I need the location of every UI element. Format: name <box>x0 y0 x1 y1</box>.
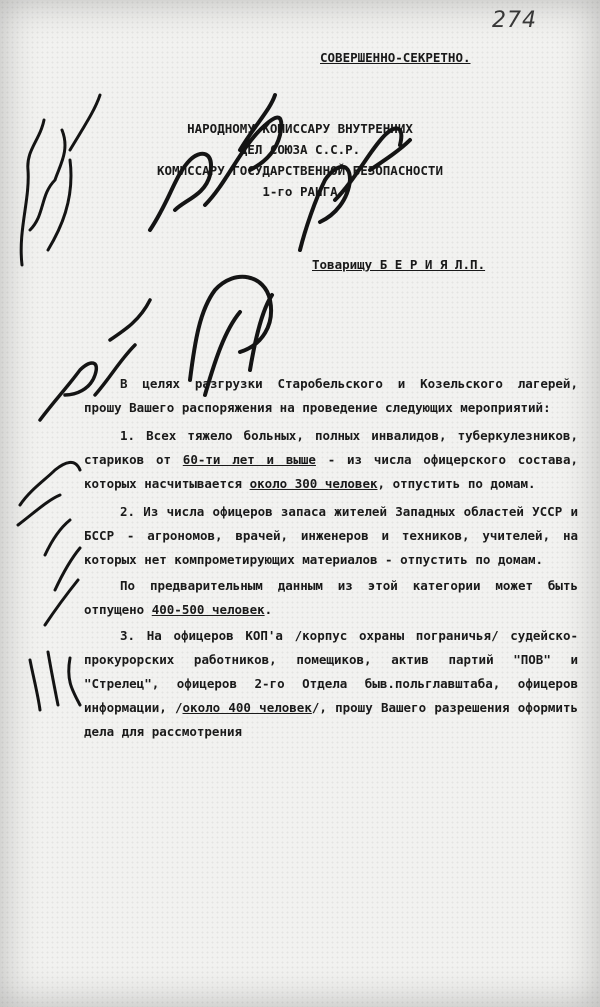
count-item-3: около 400 человек <box>182 700 312 715</box>
addressee-line: КОМИССАРУ ГОСУДАРСТВЕННОЙ БЕЗОПАСНОСТИ <box>157 163 443 178</box>
count-item-1: около 300 человек <box>249 476 378 491</box>
item-3-paragraph: 3. На офицеров КОП'а /корпус охраны пограничья/ судейско-прокурорских работников, помещиков, актив партий "ПОВ" и "Стрелец", офицеров 2-го Отдела быв.польглавштаба, офицеров информации, /около 400 человек/, прошу Вашего разрешения оформить дела для рассмотрения <box>84 628 578 739</box>
addressee-line: ДЕЛ СОЮЗА С.С.Р. <box>239 142 361 157</box>
item-2-paragraph: 2. Из числа офицеров запаса жителей Западных областей УССР и БССР - агрономов, врачей, инженеров и техников, учителей, на которых нет компрометирующих материалов - отпустить по домам. <box>84 504 578 567</box>
item-1-paragraph: 1. Всех тяжело больных, полных инвалидов, туберкулезников, стариков от 60-ти лет и выше - из числа офицерского состава, которых насчитывается около 300 человек, отпустить по домам. <box>84 428 578 491</box>
salutation: Товарищу Б Е Р И Я Л.П. <box>312 257 486 272</box>
page-number: 274 <box>492 8 537 33</box>
intro-paragraph: В целях разгрузки Старобельского и Козельского лагерей, прошу Вашего распоряжения на проведение следующих мероприятий: <box>84 376 578 415</box>
item-2-note-paragraph: По предварительным данным из этой категории может быть отпущено 400-500 человек. <box>84 578 578 617</box>
classification-stamp: СОВЕРШЕННО-СЕКРЕТНО. <box>320 50 471 65</box>
addressee-line: НАРОДНОМУ КОМИССАРУ ВНУТРЕННИХ <box>187 121 413 136</box>
handwritten-signature-left <box>21 95 100 265</box>
count-item-2: 400-500 человек <box>151 602 265 617</box>
handwritten-margin-note <box>18 462 80 625</box>
document-body <box>84 372 578 748</box>
age-threshold: 60-ти лет и выше <box>182 452 316 467</box>
addressee-block <box>100 118 500 202</box>
addressee-line: 1-го РАНГА <box>262 184 338 199</box>
handwritten-date-mark <box>30 652 80 710</box>
